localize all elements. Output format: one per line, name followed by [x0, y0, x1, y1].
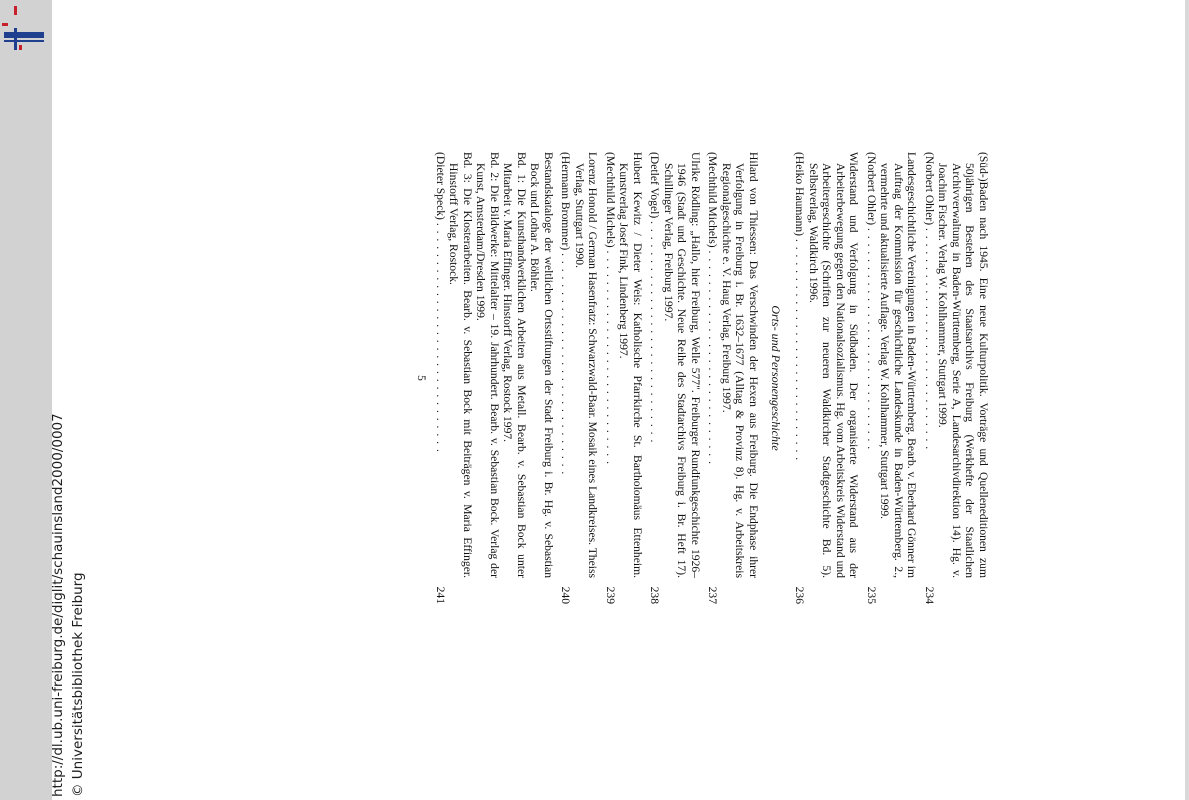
toc-entry: Hubert Kewitz / Dieter Weis: Katholische Pfarrkirche St. Bartholomäus Ettenheim. Kunstverlag Josef Fink, Lindenberg 1997. (Mechthild Michels) . . . . . . . . . . . . . . . . . . . . . . . . . . . . 239	[604, 152, 644, 604]
entry-page: 236	[793, 586, 807, 604]
entry-text: (Süd-)Baden nach 1945. Eine neue Kulturpolitik. Vorträge und Quelleneditionen zum 50jährigen Bestehen des Staatsarchivs Freiburg (Werkhefte der Staatlichen Archivverwaltung in Baden-Württemberg, Serie A, Landesarchivdirektion 14). Hg. v. Joachim Fischer. Verlag W. Kohlhammer, Stuttgart 1999.	[936, 152, 990, 578]
entry-text: Landesgeschichtliche Vereinigungen in Baden-Württemberg. Bearb. v. Eberhard Gönner im Auftrag der Kommission für geschichtliche Landeskunde in Baden-Württemberg. 2., vermehrte und aktualisierte Auflage. Verlag W. Kohlhammer, Stuttgart 1999.	[878, 152, 919, 578]
toc-entry: Hilard von Thiessen: Das Verschwinden der Hexen aus Freiburg. Die Endphase ihrer Verfolgung in Freiburg i. Br. 1632–1677 (Alltag & Provinz 8). Hg. v. Arbeitskreis Regionalgeschichte e. V. Haug Verlag, Freiburg 1997. (Mechthild Michels) . . . . . . . . . . . . . . . . . . . . . . . . . . . . 237	[706, 152, 760, 604]
entry-page: 240	[559, 586, 573, 604]
toc-entry: (Süd-)Baden nach 1945. Eine neue Kulturpolitik. Vorträge und Quelleneditionen zum 50jährigen Bestehen des Staatsarchivs Freiburg (Werkhefte der Staatlichen Archivverwaltung in Baden-Württemberg, Serie A, Landesarchivdirektion 14). Hg. v. Joachim Fischer. Verlag W. Kohlhammer, Stuttgart 1999. (Norbert Ohler) . . . . . . . . . . . . . . . . . . . . . . . . . . . . . 234	[923, 152, 990, 604]
entry-reviewer: (Mechthild Michels)	[706, 152, 720, 248]
library-logo-icon	[2, 6, 44, 50]
entry-reviewer: (Detlef Vogel)	[648, 152, 662, 219]
sidebar-caption	[48, 377, 88, 797]
entry-page: 237	[706, 586, 720, 604]
toc-entry-catalogues: Bestandskataloge der weltlichen Ortsstiftungen der Stadt Freiburg i. Br. Hg. v. Sebastian Bock und Lothar A. Böhler. Bd. 1: Die Kunsthandwerklichen Arbeiten aus Metall. Bearb. v. Sebastian Bock unter Mitarbeit v. Maria Effinger. Hinstorff Verlag, Rostock 1997. Bd. 2: Die Bildwerke: Mittelalter – 19. Jahrhundert. Bearb. v. Sebastian Bock. Verlag der Kunst, Amsterdam/Dresden 1999. Bd. 3: Die Klosterarbeiten. Bearb. v. Sebastian Bock mit Beiträgen v. Maria Effinger. Hinstorff Verlag, Rostock. (Dieter Speck) . . . . . . . . . . . . . . . . . . . . . . . . . . . . . . 241	[434, 152, 555, 604]
entry-reviewer: (Heiko Haumann)	[793, 152, 807, 237]
entry-reviewer: (Norbert Ohler)	[923, 152, 936, 226]
entry-volume-1: Bd. 1: Die Kunsthandwerklichen Arbeiten aus Metall. Bearb. v. Sebastian Bock unter Mitarbeit v. Maria Effinger. Hinstorff Verlag, Rostock 1997.	[501, 152, 528, 578]
page-number: 5	[415, 375, 428, 381]
entry-volume-3: Bd. 3: Die Klosterarbeiten. Bearb. v. Sebastian Bock mit Beiträgen v. Maria Effinger. Hinstorff Verlag, Rostock.	[447, 152, 474, 578]
sidebar	[0, 0, 86, 800]
entry-text: Hilard von Thiessen: Das Verschwinden der Hexen aus Freiburg. Die Endphase ihrer Verfolgung in Freiburg i. Br. 1632–1677 (Alltag & Provinz 8). Hg. v. Arbeitskreis Regionalgeschichte e. V. Haug Verlag, Freiburg 1997.	[720, 152, 760, 578]
document-page	[270, 152, 990, 632]
entry-page: 239	[604, 586, 617, 604]
toc-entry: Landesgeschichtliche Vereinigungen in Baden-Württemberg. Bearb. v. Eberhard Gönner im Auftrag der Kommission für geschichtliche Landeskunde in Baden-Württemberg. 2., vermehrte und aktualisierte Auflage. Verlag W. Kohlhammer, Stuttgart 1999. (Norbert Ohler) . . . . . . . . . . . . . . . . . . . . . . . . . . . . . 235	[865, 152, 919, 604]
entry-text: Bestandskataloge der weltlichen Ortsstiftungen der Stadt Freiburg i. Br. Hg. v. Sebastian Bock und Lothar A. Böhler.	[528, 152, 555, 578]
section-title: Orts- und Personengeschichte	[769, 305, 783, 451]
toc-entry: Widerstand und Verfolgung in Südbaden. Der organisierte Widerstand aus der Arbeiterbewegung gegen den Nationalsozialismus. Hg. vom Arbeitskreis Widerstand und Arbeitergeschichte (Schriften zur neueren Waldkircher Stadtgeschichte Bd. 5). Selbstverlag, Waldkirch 1996. (Heiko Haumann) . . . . . . . . . . . . . . . . . . . . . . . . . . . . . 236	[793, 152, 861, 604]
entry-text: Lorenz Honold / German Hasenfratz: Schwarzwald-Baar. Mosaik eines Landkreises. Theiss Verlag, Stuttgart 1990.	[573, 152, 600, 578]
entry-reviewer: (Mechthild Michels)	[604, 152, 617, 248]
entry-volume-2: Bd. 2: Die Bildwerke: Mittelalter – 19. Jahrhundert. Bearb. v. Sebastian Bock. Verlag der Kunst, Amsterdam/Dresden 1999.	[474, 152, 501, 578]
toc-entry: Lorenz Honold / German Hasenfratz: Schwarzwald-Baar. Mosaik eines Landkreises. Theiss Verlag, Stuttgart 1990. (Hermann Brommer) . . . . . . . . . . . . . . . . . . . . . . . . . . . . . 240	[559, 152, 600, 604]
entry-reviewer: (Dieter Speck)	[434, 152, 447, 220]
entry-page: 238	[648, 586, 662, 604]
entry-text: Hubert Kewitz / Dieter Weis: Katholische Pfarrkirche St. Bartholomäus Ettenheim. Kunstverlag Josef Fink, Lindenberg 1997.	[617, 152, 644, 578]
copyright-notice: © Universitätsbibliothek Freiburg	[70, 572, 86, 797]
entry-text: Ulrike Rödling: „Hallo, hier Freiburg, Welle 577". Freiburger Rundfunkgeschichte 1926–1946 (Stadt und Geschichte. Neue Reihe des Stadtarchivs Freiburg i. Br. Heft 17). Schillinger Verlag, Freiburg 1997.	[662, 152, 702, 578]
toc-column	[416, 152, 991, 604]
entry-page: 234	[923, 586, 936, 604]
toc-entry: Ulrike Rödling: „Hallo, hier Freiburg, Welle 577". Freiburger Rundfunkgeschichte 1926–1946 (Stadt und Geschichte. Neue Reihe des Stadtarchivs Freiburg i. Br. Heft 17). Schillinger Verlag, Freiburg 1997. (Detlef Vogel) . . . . . . . . . . . . . . . . . . . . . . . . . . . . . 238	[648, 152, 702, 604]
entry-text: Widerstand und Verfolgung in Südbaden. Der organisierte Widerstand aus der Arbeiterbewegung gegen den Nationalsozialismus. Hg. vom Arbeitskreis Widerstand und Arbeitergeschichte (Schriften zur neueren Waldkircher Stadtgeschichte Bd. 5). Selbstverlag, Waldkirch 1996.	[807, 152, 861, 578]
entry-page: 235	[865, 586, 878, 604]
entry-reviewer: (Norbert Ohler)	[865, 152, 878, 226]
entry-reviewer: (Hermann Brommer)	[559, 152, 573, 251]
document-url[interactable]: http://dl.ub.uni-freiburg.de/diglit/schauinsland2000/0007	[50, 413, 66, 797]
scrollbar[interactable]	[1185, 0, 1189, 800]
entry-page: 241	[434, 586, 447, 604]
